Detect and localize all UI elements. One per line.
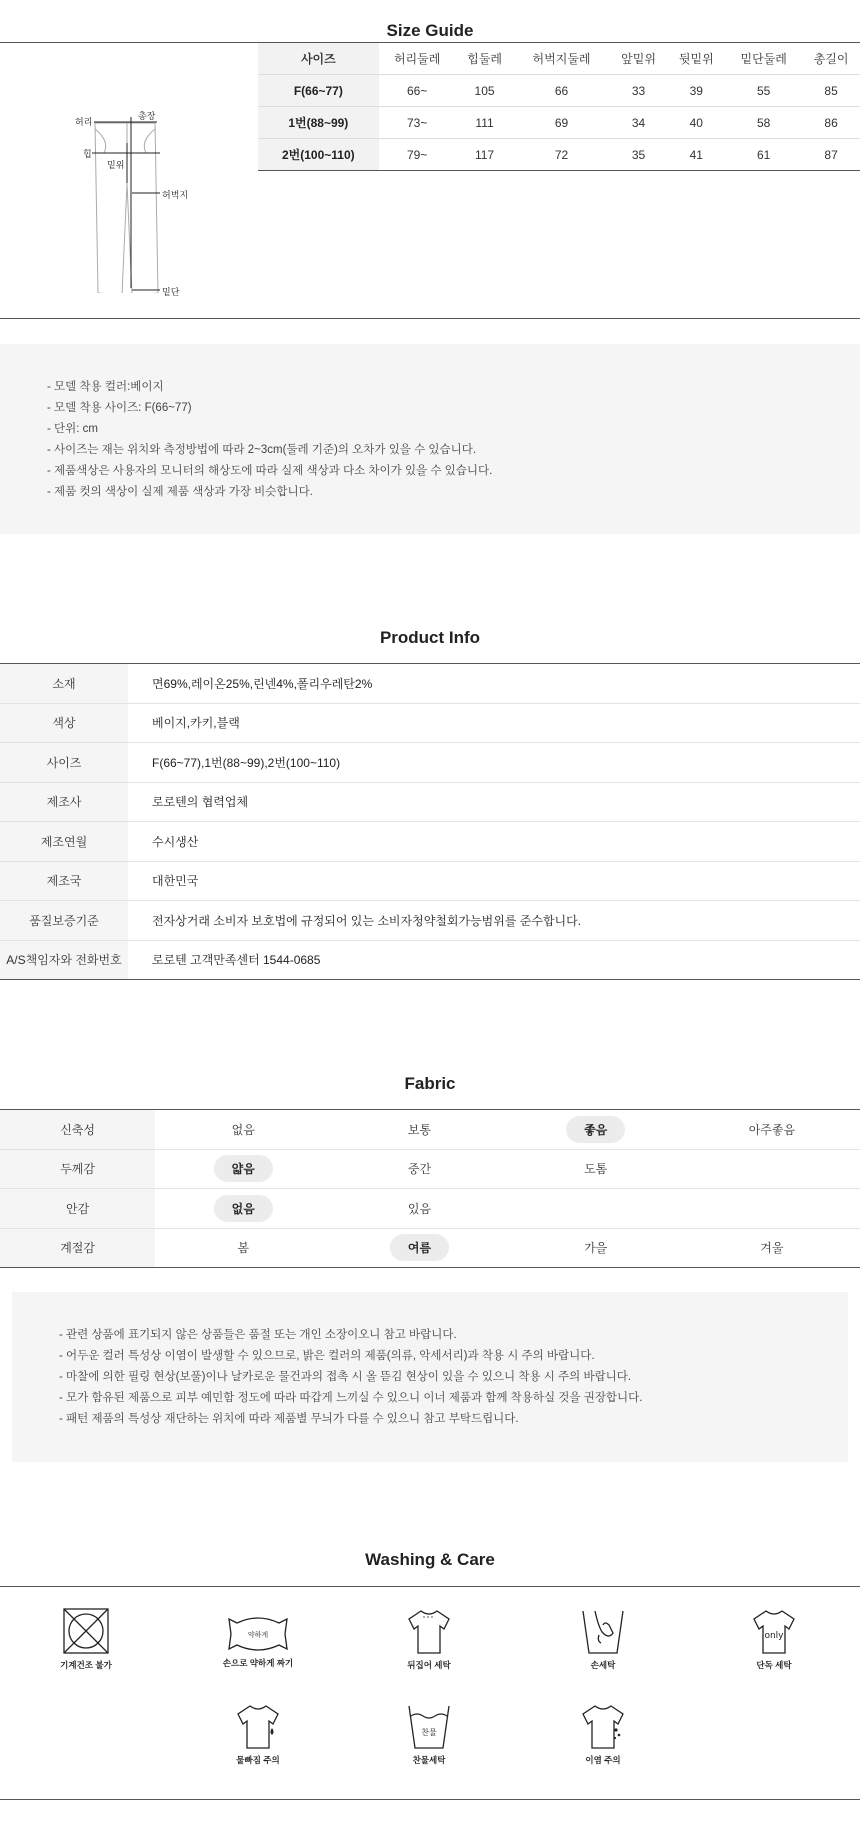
info-value: 전자상거래 소비자 보호법에 규정되어 있는 소비자청약철회가능범위를 준수합니다. <box>128 901 860 941</box>
info-row <box>0 861 860 901</box>
wash-caption: 뒤집어 세탁 <box>407 1660 451 1670</box>
size-header-thigh: 허벅지둘레 <box>513 43 609 75</box>
wash-alone-icon-text: only <box>764 1631 784 1641</box>
size-header-hem: 밑단둘레 <box>725 43 802 75</box>
fabric-row-season <box>0 1228 860 1268</box>
fabric-option <box>155 1110 331 1150</box>
info-row <box>0 743 860 783</box>
fabric-option-text: 도톰 <box>584 1162 608 1177</box>
wash-item-wash-alone <box>714 1607 834 1671</box>
note-line: - 사이즈는 재는 위치와 측정방법에 따라 2~3cm(둘레 기준)의 오차가 있을 수 있습니다. <box>47 444 477 456</box>
cold-wash-icon-text: 찬물 <box>421 1728 437 1737</box>
size-cell: 66 <box>513 75 609 107</box>
info-label: 품질보증기준 <box>0 901 128 941</box>
fabric-title: Fabric <box>404 1074 456 1093</box>
size-cell: 2번(100~110) <box>258 139 379 171</box>
model-notes-box <box>0 344 860 534</box>
note-line: - 모델 착용 사이즈: F(66~77) <box>47 402 192 414</box>
fabric-table <box>0 1109 860 1268</box>
wash-caption: 이염 주의 <box>585 1755 621 1765</box>
size-cell: 40 <box>667 107 725 139</box>
info-label: 제조국 <box>0 861 128 901</box>
fabric-label: 안감 <box>0 1189 155 1229</box>
size-cell: 73~ <box>379 107 456 139</box>
size-header-size: 사이즈 <box>258 43 379 75</box>
size-table-row <box>258 75 860 107</box>
size-cell: 87 <box>802 139 860 171</box>
wash-item-no-machine-dry <box>26 1607 146 1671</box>
size-cell: 85 <box>802 75 860 107</box>
wash-item-dye-caution <box>543 1702 663 1766</box>
fabric-row-stretch <box>0 1110 860 1150</box>
wash-item-gentle-wring <box>198 1615 318 1669</box>
washing-section <box>0 1548 860 1800</box>
fabric-row-thickness <box>0 1149 860 1189</box>
wash-item-hand-wash <box>543 1607 663 1671</box>
note-line: - 마찰에 의한 필링 현상(보풀)이나 날카로운 물건과의 접촉 시 올 뜯김 현상이 있을 수 있으니 착용 시 주의 바랍니다. <box>59 1371 632 1383</box>
fabric-option-text: 가을 <box>584 1241 608 1256</box>
size-cell: 34 <box>610 107 668 139</box>
size-header-back-rise: 뒷밑위 <box>667 43 725 75</box>
size-cell: 86 <box>802 107 860 139</box>
info-value: 로로텐 고객만족센터 1544-0685 <box>152 953 321 968</box>
fabric-option-text: 없음 <box>231 1122 255 1137</box>
size-header-waist: 허리둘레 <box>379 43 456 75</box>
fabric-option <box>684 1228 860 1268</box>
info-label: 사이즈 <box>0 743 128 783</box>
size-cell: F(66~77) <box>258 75 379 107</box>
info-label: A/S책임자와 전화번호 <box>0 940 128 980</box>
size-cell: 79~ <box>379 139 456 171</box>
info-value: 베이지,카키,블랙 <box>128 703 860 743</box>
fabric-option <box>508 1189 684 1229</box>
size-cell: 111 <box>456 107 514 139</box>
fabric-option <box>684 1110 860 1150</box>
info-value: 대한민국 <box>128 861 860 901</box>
fabric-option-selected <box>331 1228 507 1268</box>
fabric-option-text: 보통 <box>407 1122 432 1137</box>
note-line: - 제품 컷의 색상이 실제 제품 색상과 가장 비슷합니다. <box>47 486 313 498</box>
info-row <box>0 940 860 980</box>
washing-title: Washing & Care <box>365 1550 495 1569</box>
note-line: - 단위: cm <box>47 423 98 435</box>
fabric-option-selected <box>508 1110 684 1150</box>
size-table-row <box>258 107 860 139</box>
size-guide-section <box>0 0 860 319</box>
info-label: 제조연월 <box>0 822 128 862</box>
washing-icons <box>0 1586 860 1800</box>
size-cell: 55 <box>725 75 802 107</box>
info-label: 소재 <box>0 664 128 704</box>
product-info-table <box>0 663 860 980</box>
size-cell: 41 <box>667 139 725 171</box>
gentle-hand-wring-icon <box>227 1615 289 1653</box>
wash-caption: 손으로 약하게 짜기 <box>222 1658 294 1668</box>
wash-item-inside-out <box>369 1607 489 1671</box>
fabric-option-text: 아주좋음 <box>748 1122 796 1137</box>
wash-caption: 손세탁 <box>590 1660 616 1670</box>
fabric-label: 두께감 <box>0 1149 155 1189</box>
lukewarm-wash-icon <box>405 1702 453 1750</box>
hand-wash-icon <box>579 1607 627 1655</box>
fabric-option <box>331 1149 507 1189</box>
size-table <box>258 43 860 171</box>
fabric-option <box>684 1189 860 1229</box>
note-line: - 관련 상품에 표기되지 않은 상품들은 품절 또는 개인 소장이오니 참고 바랍니다. <box>59 1329 457 1341</box>
note-line: - 패턴 제품의 특성상 재단하는 위치에 따라 제품별 무늬가 다를 수 있으니 참고 부탁드립니다. <box>59 1413 519 1425</box>
size-header-hip: 힙둘레 <box>456 43 514 75</box>
fabric-option <box>155 1228 331 1268</box>
pants-icon <box>60 73 220 293</box>
fade-caution-icon <box>234 1702 282 1750</box>
fabric-option-text: 겨울 <box>760 1241 784 1256</box>
info-row <box>0 703 860 743</box>
diagram-label-hip: 힙 <box>83 149 92 159</box>
pants-measurement-diagram <box>60 73 220 297</box>
info-row <box>0 901 860 941</box>
wash-caption: 찬물세탁 <box>412 1755 446 1765</box>
note-line: - 제품색상은 사용자의 모니터의 해상도에 따라 실제 색상과 다소 차이가 있을 수 있습니다. <box>47 465 493 477</box>
size-cell: 1번(88~99) <box>258 107 379 139</box>
dye-transfer-caution-icon <box>579 1702 627 1750</box>
info-row <box>0 782 860 822</box>
size-table-row <box>258 139 860 171</box>
size-guide-body <box>0 42 860 319</box>
wash-item-fade-caution <box>198 1702 318 1766</box>
size-header-front-rise: 앞밑위 <box>610 43 668 75</box>
info-value: 로로텐의 협력업체 <box>128 782 860 822</box>
fabric-row-lining <box>0 1189 860 1229</box>
info-label: 제조사 <box>0 782 128 822</box>
size-cell: 117 <box>456 139 514 171</box>
diagram-label-hem: 밑단 <box>162 287 180 297</box>
wash-caption: 물빠짐 주의 <box>236 1755 280 1765</box>
fabric-option-text: 좋음 <box>566 1116 625 1143</box>
size-cell: 58 <box>725 107 802 139</box>
size-table-header-row <box>258 43 860 75</box>
fabric-option-selected <box>155 1149 331 1189</box>
wash-caption: 단독 세탁 <box>756 1660 792 1670</box>
info-row <box>0 664 860 704</box>
fabric-option <box>331 1110 507 1150</box>
inside-out-wash-icon <box>405 1607 453 1655</box>
size-cell: 66~ <box>379 75 456 107</box>
diagram-label-waist: 허리 <box>75 117 93 127</box>
fabric-section <box>0 1072 860 1268</box>
size-cell: 33 <box>610 75 668 107</box>
fabric-option <box>684 1149 860 1189</box>
fabric-option-text: 봄 <box>237 1241 250 1256</box>
fabric-option-text: 중간 <box>407 1162 432 1177</box>
fabric-option-text: 없음 <box>214 1195 273 1222</box>
diagram-label-thigh: 허벅지 <box>162 190 189 200</box>
wash-caption: 기계건조 불가 <box>60 1660 112 1670</box>
info-value: 면69%,레이온25%,린넨4%,폴리우레탄2% <box>128 664 860 704</box>
care-notes-box <box>12 1292 848 1462</box>
diagram-label-length: 총장 <box>138 111 156 121</box>
diagram-label-rise: 밑위 <box>107 160 125 170</box>
size-guide-title: Size Guide <box>386 21 474 40</box>
info-row <box>0 822 860 862</box>
fabric-label: 신축성 <box>0 1110 155 1150</box>
size-cell: 72 <box>513 139 609 171</box>
info-value: 수시생산 <box>128 822 860 862</box>
note-line: - 모델 착용 컬러:베이지 <box>47 381 164 393</box>
note-line: - 어두운 컬러 특성상 이염이 발생할 수 있으므로, 밝은 컬러의 제품(의류, 악세서리)과 착용 시 주의 바랍니다. <box>59 1350 595 1362</box>
wash-item-cold-wash <box>369 1702 489 1766</box>
size-cell: 35 <box>610 139 668 171</box>
fabric-option-text: 얇음 <box>214 1155 273 1182</box>
fabric-option <box>508 1149 684 1189</box>
fabric-option-text: 여름 <box>390 1234 449 1261</box>
fabric-label: 계절감 <box>0 1228 155 1268</box>
product-info-section <box>0 626 860 980</box>
size-cell: 69 <box>513 107 609 139</box>
fabric-option <box>508 1228 684 1268</box>
size-cell: 105 <box>456 75 514 107</box>
fabric-option <box>331 1189 507 1229</box>
wring-icon-text: 약하게 <box>247 1631 269 1639</box>
note-line: - 모가 함유된 제품으로 피부 예민함 정도에 따라 따갑게 느끼실 수 있으니 이너 제품과 함께 착용하실 것을 권장합니다. <box>59 1392 643 1404</box>
no-machine-dry-icon <box>60 1607 112 1655</box>
fabric-option-selected <box>155 1189 331 1229</box>
size-header-length: 총길이 <box>802 43 860 75</box>
wash-alone-icon <box>750 1607 798 1655</box>
product-info-title: Product Info <box>379 628 481 647</box>
info-label: 색상 <box>0 703 128 743</box>
size-cell: 61 <box>725 139 802 171</box>
fabric-option-text: 있음 <box>407 1201 432 1216</box>
size-cell: 39 <box>667 75 725 107</box>
info-value: F(66~77),1번(88~99),2번(100~110) <box>128 743 860 783</box>
